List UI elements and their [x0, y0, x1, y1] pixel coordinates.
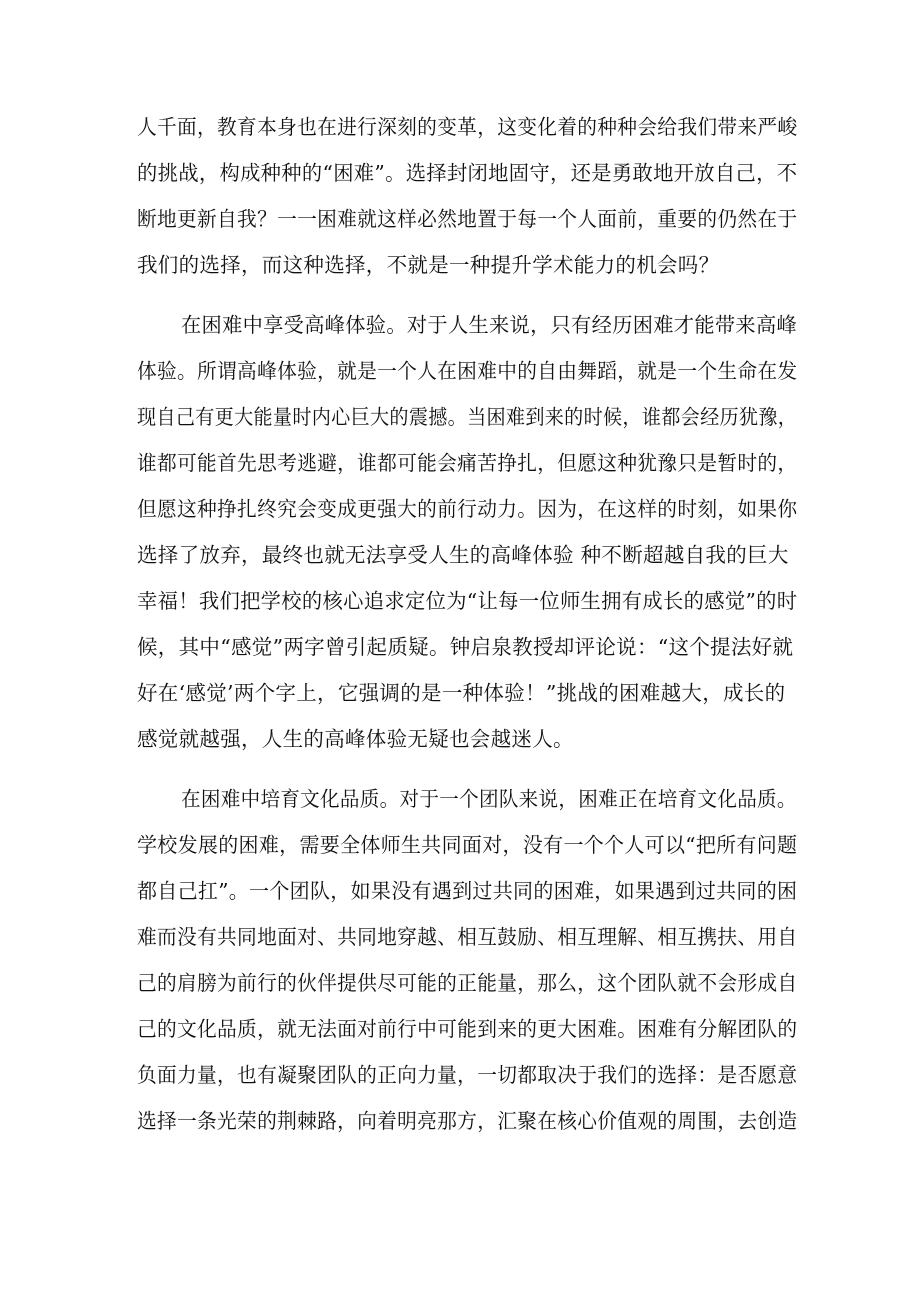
- text-line: 谁都可能首先思考逃避，谁都可能会痛苦挣扎，但愿这种犹豫只是暂时的，: [137, 451, 798, 475]
- text-line: 选择一条光荣的荆棘路，向着明亮那方，汇聚在核心价值观的周围，去创造: [137, 1109, 798, 1133]
- text-line: 学校发展的困难，需要全体师生共同面对，没有一个个人可以“把所有问题: [137, 833, 798, 857]
- paragraph-first-line: 在困难中培育文化品质。对于一个团队来说，困难正在培育文化品质。: [181, 787, 797, 811]
- text-line: 己的文化品质，就无法面对前行中可能到来的更大困难。困难有分解团队的: [137, 1017, 798, 1041]
- text-line: 好在‘感觉’两个字上，它强调的是一种体验！”挑战的困难越大，成长的: [137, 681, 786, 705]
- text-line: 幸福！我们把学校的核心追求定位为“让每一位师生拥有成长的感觉”的时: [137, 589, 798, 613]
- text-line: 己的肩膀为前行的伙伴提供尽可能的正能量，那么，这个团队就不会形成自: [137, 971, 798, 995]
- paragraph-first-line: 在困难中享受高峰体验。对于人生来说，只有经历困难才能带来高峰: [181, 313, 798, 337]
- text-line: 难而没有共同地面对、共同地穿越、相互鼓励、相互理解、相互携扶、用自: [137, 925, 798, 949]
- text-line: 人千面，教育本身也在进行深刻的变革，这变化着的种种会给我们带来严峻: [137, 115, 798, 139]
- text-line: 都自己扛”。一个团队，如果没有遇到过共同的困难，如果遇到过共同的困: [137, 879, 798, 903]
- text-line: 选择了放弃，最终也就无法享受人生的高峰体验 种不断超越自我的巨大: [137, 543, 789, 567]
- text-line: 但愿这种挣扎终究会变成更强大的前行动力。因为，在这样的时刻，如果你: [137, 497, 798, 521]
- text-line: 现自己有更大能量时内心巨大的震撼。当困难到来的时候，谁都会经历犹豫，: [137, 405, 798, 429]
- text-line: 我们的选择，而这种选择，不就是一种提升学术能力的机会吗？: [137, 253, 720, 277]
- text-line: 体验。所谓高峰体验，就是一个人在困难中的自由舞蹈，就是一个生命在发: [137, 359, 798, 383]
- text-line: 的挑战，构成种种的“困难”。选择封闭地固守，还是勇敢地开放自己，不: [137, 161, 798, 185]
- text-line: 感觉就越强，人生的高峰体验无疑也会越迷人。: [137, 727, 574, 751]
- text-line: 负面力量，也有凝聚团队的正向力量，一切都取决于我们的选择：是否愿意: [137, 1063, 798, 1087]
- text-line: 候，其中“感觉”两字曾引起质疑。钟启泉教授却评论说：“这个提法好就: [137, 635, 794, 659]
- text-line: 断地更新自我？一一困难就这样必然地置于每一个人面前，重要的仍然在于: [137, 207, 798, 231]
